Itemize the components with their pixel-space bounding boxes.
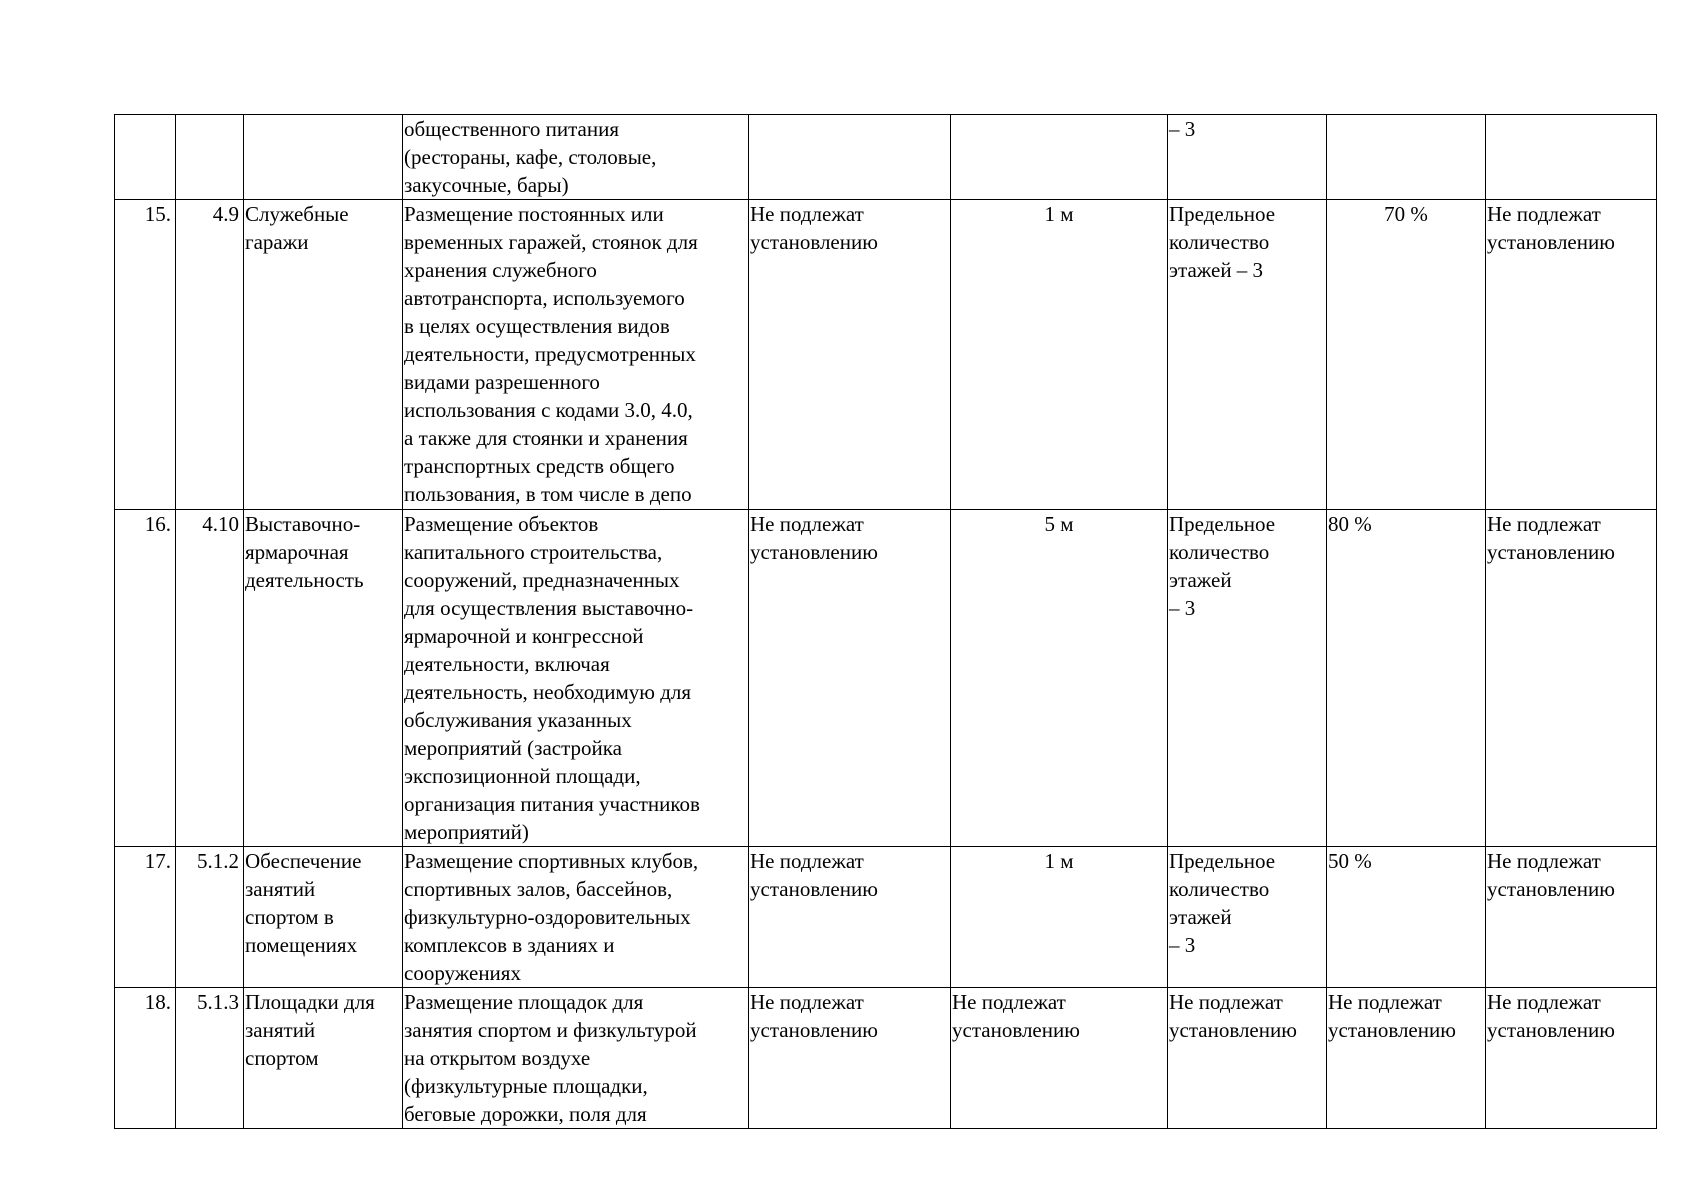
cell-col9: Не подлежат установлению: [1486, 988, 1657, 1129]
cell-col8: 50 %: [1327, 847, 1486, 988]
use-description: Размещение объектов капитального строительства, сооружений, предназначенных для осуществления выставочно- ярмарочной и конгрессной деятельности, включая деятельность, необходимую для обслуживания указанных мероприятий (застройка экспозиционной площади, организация питания участников мероприятий): [403, 510, 749, 847]
use-description: Размещение площадок для занятия спортом и физкультурой на открытом воздухе (физкультурные площадки, беговые дорожки, поля для: [403, 988, 749, 1129]
use-name: Обеспечение занятий спортом в помещениях: [244, 847, 403, 988]
cell-col7: Предельное количество этажей – 3: [1168, 847, 1327, 988]
cell-col8: Не подлежат установлению: [1327, 988, 1486, 1129]
table-row: [115, 988, 1657, 1129]
cell-col7: Не подлежат установлению: [1168, 988, 1327, 1129]
cell-col6: 1 м: [951, 847, 1168, 988]
table-row: [115, 115, 1657, 200]
use-code: [176, 115, 244, 200]
row-number: 17.: [115, 847, 176, 988]
cell-col7: – 3: [1168, 115, 1327, 200]
cell-col8: 70 %: [1327, 200, 1486, 510]
use-code: 5.1.2: [176, 847, 244, 988]
table-row: [115, 847, 1657, 988]
cell-col5: Не подлежат установлению: [749, 200, 951, 510]
use-description: Размещение постоянных или временных гаражей, стоянок для хранения служебного автотранспорта, используемого в целях осуществления видов деятельности, предусмотренных видами разрешенного использования с кодами 3.0, 4.0, а также для стоянки и хранения транспортных средств общего пользования, в том числе в депо: [403, 200, 749, 510]
use-code: 4.9: [176, 200, 244, 510]
cell-col6: [951, 115, 1168, 200]
cell-col6: Не подлежат установлению: [951, 988, 1168, 1129]
cell-col8: 80 %: [1327, 510, 1486, 847]
regulations-table: [114, 114, 1657, 1129]
cell-col5: Не подлежат установлению: [749, 510, 951, 847]
row-number: 18.: [115, 988, 176, 1129]
cell-col9: [1486, 115, 1657, 200]
table-row: [115, 200, 1657, 510]
cell-col9: Не подлежат установлению: [1486, 510, 1657, 847]
use-code: 5.1.3: [176, 988, 244, 1129]
cell-col7: Предельное количество этажей – 3: [1168, 510, 1327, 847]
use-name: [244, 115, 403, 200]
cell-col6: 5 м: [951, 510, 1168, 847]
cell-col7: Предельное количество этажей – 3: [1168, 200, 1327, 510]
use-name: Выставочно- ярмарочная деятельность: [244, 510, 403, 847]
cell-col5: [749, 115, 951, 200]
use-name: Площадки для занятий спортом: [244, 988, 403, 1129]
cell-col8: [1327, 115, 1486, 200]
use-description: Размещение спортивных клубов, спортивных залов, бассейнов, физкультурно-оздоровительных комплексов в зданиях и сооружениях: [403, 847, 749, 988]
use-description: общественного питания (рестораны, кафе, столовые, закусочные, бары): [403, 115, 749, 200]
cell-col5: Не подлежат установлению: [749, 988, 951, 1129]
cell-col9: Не подлежат установлению: [1486, 200, 1657, 510]
use-code: 4.10: [176, 510, 244, 847]
cell-col5: Не подлежат установлению: [749, 847, 951, 988]
use-name: Служебные гаражи: [244, 200, 403, 510]
row-number: [115, 115, 176, 200]
row-number: 15.: [115, 200, 176, 510]
row-number: 16.: [115, 510, 176, 847]
cell-col9: Не подлежат установлению: [1486, 847, 1657, 988]
cell-col6: 1 м: [951, 200, 1168, 510]
table-row: [115, 510, 1657, 847]
